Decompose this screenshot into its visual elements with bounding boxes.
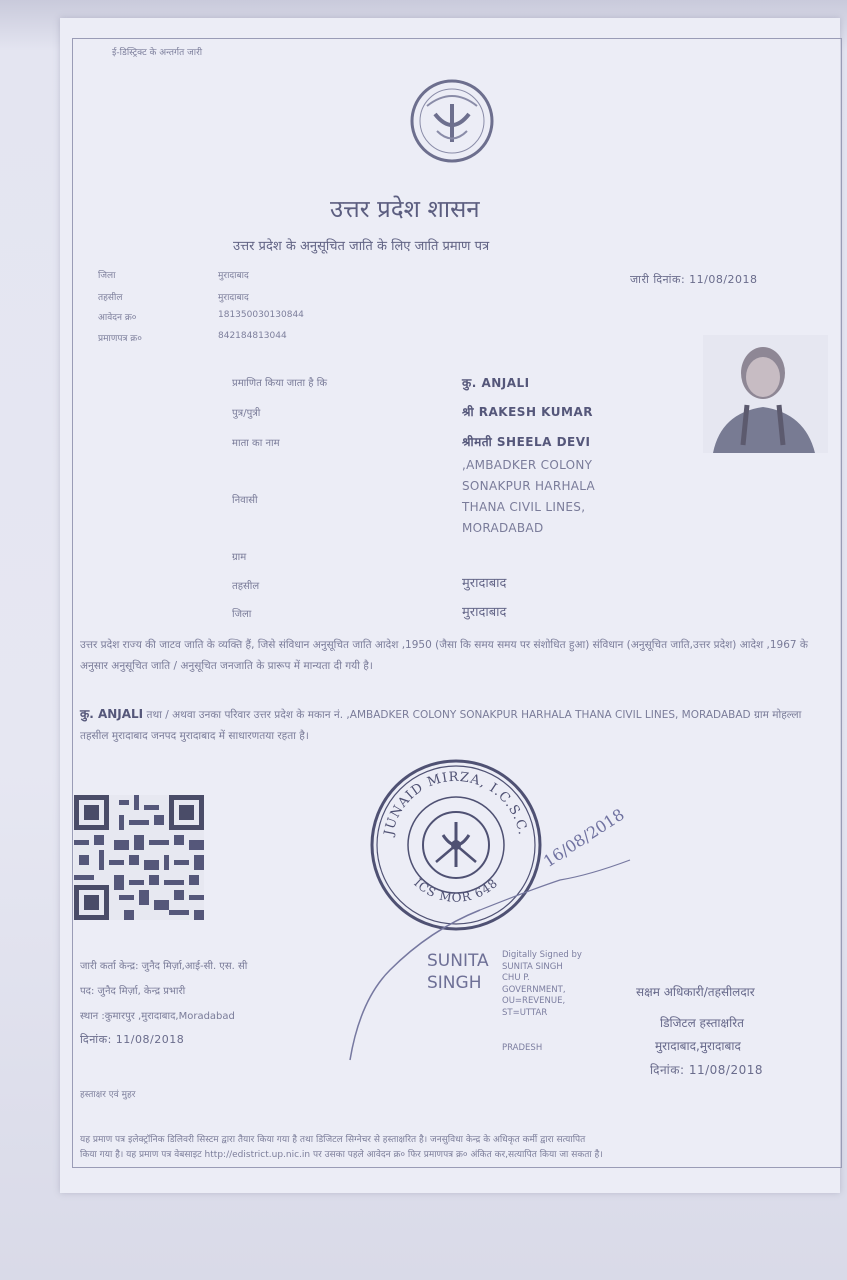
address-line: ,AMBADKER COLONY [462, 458, 593, 472]
digital-sign-name [427, 950, 489, 994]
address-line: THANA CIVIL LINES, [462, 500, 586, 514]
father-name: श्री RAKESH KUMAR [462, 405, 593, 419]
address-block [462, 455, 595, 539]
issuer-place: स्थान :कुमारपुर ,मुरादाबाद,Moradabad [80, 1011, 235, 1022]
address-line: SONAKPUR HARHALA [462, 479, 596, 493]
footer-line-2: किया गया है। यह प्रमाण पत्र वेबसाइट http://edistrict.up.nic.in पर उसका पहले आवेदन क्र० फिर प्रमाणपत्र क्र० अंकित कर,सत्यापित किया जा सकता है। [80, 1150, 603, 1160]
meta-value-district: मुरादाबाद [218, 271, 249, 281]
meta-label-certificate-no: प्रमाणपत्र क्र० [98, 334, 142, 344]
mother-name: श्रीमती SHEELA DEVI [462, 435, 591, 449]
father-label: पुत्र/पुत्री [232, 408, 261, 419]
certificate-title: उत्तर प्रदेश शासन [330, 195, 480, 223]
residence-name: कु. ANJALI [80, 707, 144, 721]
digital-sign-detail: PRADESH [502, 1043, 543, 1053]
certify-label: प्रमाणित किया जाता है कि [232, 378, 328, 389]
certificate-subtitle: उत्तर प्रदेश के अनुसूचित जाति के लिए जाति प्रमाण पत्र [233, 239, 490, 254]
meta-value-tehsil: मुरादाबाद [218, 293, 249, 303]
meta-label-district: जिला [98, 271, 116, 281]
digital-sign-detail: GOVERNMENT, [502, 984, 566, 995]
digital-sign-name-line: SINGH [427, 973, 482, 993]
officer-title: सक्षम अधिकारी/तहसीलदार [636, 985, 755, 999]
meta-label-tehsil: तहसील [98, 293, 123, 303]
issuer-post: पद: जुनैद मिर्ज़ा, केन्द्र प्रभारी [80, 986, 186, 997]
handwritten-date: 16/08/2018 [540, 804, 628, 871]
officer-date: दिनांक: 11/08/2018 [650, 1063, 763, 1077]
applicant-name: कु. ANJALI [462, 376, 530, 390]
officer-place: मुरादाबाद,मुरादाबाद [655, 1039, 741, 1053]
handwritten-signature [330, 820, 650, 1070]
meta-value-certificate-no: 842184813044 [218, 331, 287, 341]
qr-code [74, 795, 204, 920]
header-note: ई-डिस्ट्रिक्ट के अन्तर्गत जारी [112, 48, 203, 58]
digital-sign-name-line: SUNITA [427, 951, 489, 971]
digital-sign-details [502, 950, 582, 1055]
meta-value-application-no: 181350030130844 [218, 310, 304, 320]
digital-sign-detail: CHU P. [502, 973, 530, 983]
village-label: ग्राम [232, 552, 247, 563]
residence-paragraph [80, 704, 832, 747]
sign-note: हस्ताक्षर एवं मुहर [80, 1090, 136, 1100]
address-label: निवासी [232, 495, 258, 506]
district-label: जिला [232, 609, 252, 620]
residence-text: तथा / अथवा उनका परिवार उत्तर प्रदेश के मकान नं. ,AMBADKER COLONY SONAKPUR HARHALA THANA CIVIL LINES, MORADABAD ग्राम मोहल्ला तहसील मुरादाबाद जनपद मुरादाबाद में साधारणतया रहता है। [80, 709, 802, 742]
stamp-bottom-text: ICS MOR 648 [411, 875, 501, 905]
issuer-date: दिनांक: 11/08/2018 [80, 1033, 185, 1046]
address-line: MORADABAD [462, 521, 544, 535]
up-government-emblem-icon [397, 76, 507, 166]
tehsil-label: तहसील [232, 581, 260, 592]
district-value: मुरादाबाद [462, 605, 507, 620]
digital-sign-detail: Digitally Signed by [502, 950, 582, 960]
digital-sign-detail: ST=UTTAR [502, 1007, 548, 1018]
stamp-top-text: JUNAID MIRZA, I.C.S.C. [381, 769, 531, 837]
applicant-photo [703, 335, 828, 453]
officer-sign-label: डिजिटल हस्ताक्षरित [660, 1016, 744, 1030]
mother-label: माता का नाम [232, 438, 280, 449]
footer-line-1: यह प्रमाण पत्र इलेक्ट्रॉनिक डिलिवरी सिस्टम द्वारा तैयार किया गया है तथा डिजिटल सिग्नेचर से हस्ताक्षरित है। जनसुविधा केन्द्र के अधिकृत कर्मी द्वारा सत्यापित [80, 1135, 586, 1145]
tehsil-value: मुरादाबाद [462, 576, 507, 591]
meta-label-application-no: आवेदन क्र० [98, 313, 137, 323]
digital-sign-detail: SUNITA SINGH [502, 961, 563, 972]
issuer-center: जारी कर्ता केन्द्र: जुनैद मिर्ज़ा,आई-सी. एस. सी [80, 961, 248, 972]
digital-sign-detail: OU=REVENUE, [502, 996, 566, 1006]
issue-date: जारी दिनांक: 11/08/2018 [630, 273, 758, 286]
caste-paragraph: उत्तर प्रदेश राज्य की जाटव जाति के व्यक्ति हैं, जिसे संविधान अनुसूचित जाति आदेश ,1950 (जैसा कि समय समय पर संशोधित हुआ) संविधान (अनुसूचित जाति,उत्तर प्रदेश) आदेश ,1967 के अनुसार अनुसूचित जाति / अनुसूचित जनजाति के प्रारूप में मान्यता दी गयी है। [80, 639, 808, 672]
